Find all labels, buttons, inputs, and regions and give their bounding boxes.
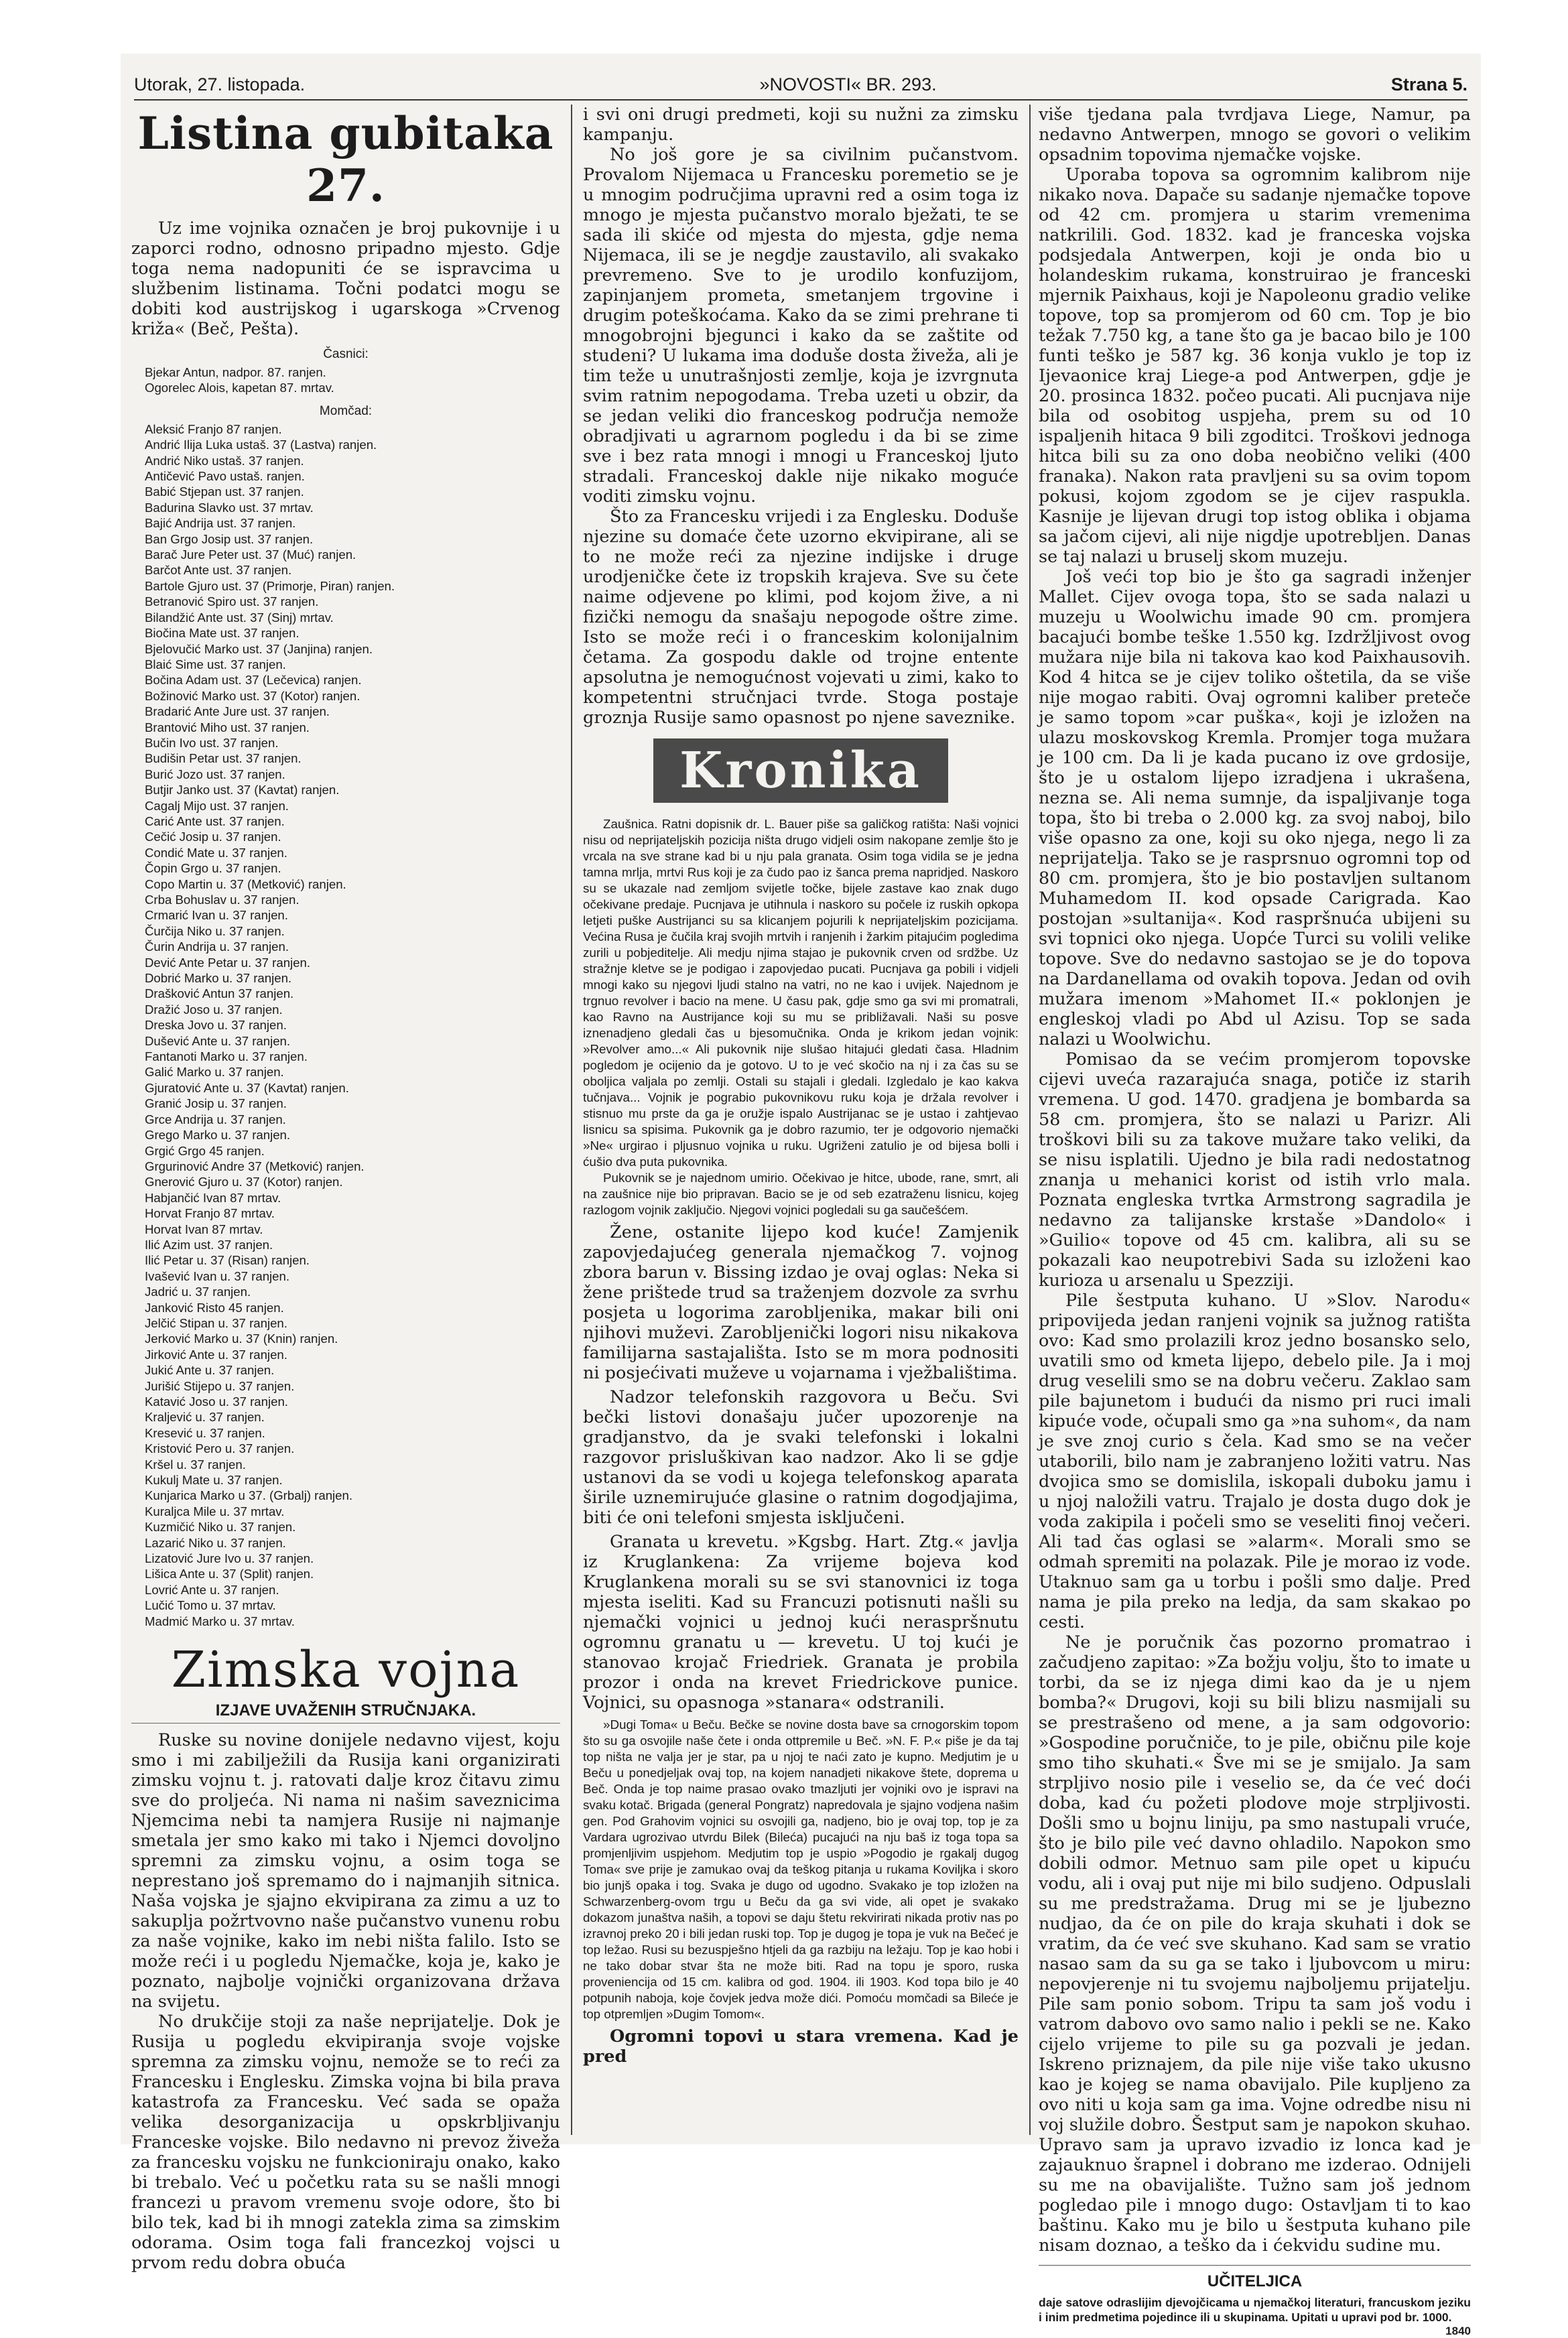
casualty-entry: Horvat Ivan 87 mrtav. [145,1222,263,1236]
casualty-entry: Ilić Petar u. 37 (Risan) ranjen. [145,1253,310,1268]
casualty-entry: Jelčić Stipan u. 37 ranjen. [145,1315,287,1330]
casualty-entry: Cečić Josip u. 37 ranjen. [145,830,281,844]
casualty-entry: Blaić Sime ust. 37 ranjen. [145,657,286,671]
casualty-entry: Lizatović Jure Ivo u. 37 ranjen. [145,1551,314,1566]
kronika-item: Pukovnik se je najednom umirio. Očekivao je hitce, ubode, rane, smrt, ali na zaušnice nije bio pripravan. Bacio se je od seb ezatraženu lisnicu, kojeg razlogom vojnik zaključio. Njegovi vojnici pogledali su ga saučešćem. [583,1171,1019,1217]
casualty-entry: Barač Jure Peter ust. 37 (Muć) ranjen. [145,547,356,562]
casualty-entry: Fantanoti Marko u. 37 ranjen. [145,1049,308,1064]
zimska-title: Zimska vojna [171,1641,521,1699]
ad-title: UČITELJICA [1207,2272,1303,2290]
casualty-entry: Jurišić Stijepo u. 37 ranjen. [145,1378,295,1393]
casnici-heading: Časnici: [323,347,369,361]
casualty-entry: Granić Josip u. 37 ranjen. [145,1096,287,1111]
casualty-entry: Bočina Adam ust. 37 (Lečevica) ranjen. [145,673,362,688]
casualty-entry: Ban Grgo Josip ust. 37 ranjen. [145,531,314,546]
casualty-entry: Lovrić Ante u. 37 ranjen. [145,1582,279,1597]
topovi-paragraph: Još veći top bio je što ga sagradi inženjer Mallet. Cijev ovoga topa, što se sada nalazi u muzeju u Woolwichu imade 90 cm. promjera bacajući bombe teške 1.550 kg. Izdržljivost ovog mužara nije bila ni takova kao kod Paixhausovih. Kod 4 hitca se je cijev toliko oštetila, da se više nije mogao rabiti. Ovaj ogromni kaliber preteče je samo topom »car puška«, koji je izložen na ulazu moskovskog Kremla. Promjer toga mužara je 100 cm. Da li je kada pucano iz ove grdosije, što je u ostalom lijepo izradjena i ukrašena, nezna se. Ali nema sumnje, da ispaljivanje toga topa, što bi treba o 2.000 kg. za svoj naboj, bilo više opasno za one, koji su oko njega, nego li za neprijatelja. Tako se je rasprsnuo ogromni top od 80 cm. promjera, što je bio postavljen sultanom Muhamedom II. kod opsade Carigrada. Kao postojan »sultanija«. Kod raspršnuća ubijeni su svi topnici oko njega. Uopće Turci su volili velike topove. Sve do nedavno sastojao se je do topova na Dardanellama od ovakih topova. Jedan od ovih mužara imenom »Mahomet II.« poklonjen je engleskoj vladi po Abd ul Azisu. Top se sada nalazi u Woolwichu. [1039,567,1471,1049]
column-rule [571,105,572,2135]
casualty-entry: Grgurinović Andre 37 (Metković) ranjen. [145,1159,365,1173]
casualty-entry: Bajić Andrija ust. 37 ranjen. [145,516,296,531]
casualty-entry: Ilić Azim ust. 37 ranjen. [145,1237,273,1252]
casualty-entry: Crmarić Ivan u. 37 ranjen. [145,908,288,923]
casualty-entry: Dušević Ante u. 37 ranjen. [145,1033,291,1048]
casualty-entry: Bjelovučić Marko ust. 37 (Janjina) ranjen. [145,641,373,656]
casualty-entry: Janković Risto 45 ranjen. [145,1300,284,1315]
zimska-continuation: Što za Francesku vrijedi i za Englesku. Doduše njezine su domaće čete uzorno ekvipirane, ali se to ne može reći za njezine indijske i druge urodjeničke čete iz tropskih krajeva. Sve su čete naime odjevene po klimi, pod kojom žive, a ni fizički nemogu da snašaju nepogode oštre zime. Isto se može reći i o franceskim kolonijalnim četama. Za gospodu dakle od trojne entente apsolutna je nemogućnost vojevati u zimi, kako to kompetentni stručnjaci tvrde. Stoga postaje groznja Rusije samo opasnost po njene saveznike. [583,507,1019,728]
casualty-entry: Drašković Antun 37 ranjen. [145,986,294,1001]
casualty-entry: Gnerović Gjuro u. 37 (Kotor) ranjen. [145,1175,343,1189]
casualty-entry: Katavić Joso u. 37 ranjen. [145,1394,288,1409]
casualty-entry: Carić Ante ust. 37 ranjen. [145,814,285,828]
topovi-paragraph: više tjedana pala tvrdjava Liege, Namur, pa nedavno Antwerpen, mnogo se govori o velikim opsadnim topovima njemačke vojske. [1039,105,1471,165]
kronika-item: Nadzor telefonskih razgovora u Beču. Svi bečki listovi donašaju jučer upozorenje na gradjanstvo, da je svaki telefonski i lokalni razgovor prisluškivan kao nadzor. Ako li se gdje ustanovi da se vodi u kojega telefonskog aparata širile uznemirujuće glasine o ratnim dogodjajima, biti će oni telefoni smjesta isključeni. [583,1387,1019,1528]
casualty-entry: Čurčija Niko u. 37 ranjen. [145,923,285,938]
momcad-heading: Momčad: [319,403,373,418]
casualty-entry: Dreska Jovo u. 37 ranjen. [145,1018,287,1033]
topovi-paragraph: Uporaba topova sa ogromnim kalibrom nije nikako nova. Dapače su sadanje njemačke topove od 42 cm. promjera u starim vremenima natkrilili. God. 1832. kad je franceska vojska podsjedala Antwerpen, koji je onda bio u holandeskim rukama, konstruirao je franceski mjernik Paixhaus, koji je Napoleonu gradio velike topove, top sa promjerom od 60 cm. Top je bio težak 7.750 kg, a tane što ga je bacao bilo je 100 funti teško je 587 kg. 36 konja vuklo je top iz Ijevaonice kraj Liege-a pod Antwerpen, gdje je 20. prosinca 1832. počeo pucati. Ali pucnjava nije bila od osobitog uspjeha, prem su od 10 ispaljenih hitaca 9 bili zgoditci. Troškovi jednoga hitca bili su za ono doba neobično veliki (400 franaka). Nakon rata pravljeni su sa ovim topom pokusi, kojom zgodom se je cijev raspukla. Kasnije je lijevan drugi top istog oblika i objama sa jačom cijevi, ali nije nigdje upotrebljen. Danas se taj nalazi u bruselj skom muzeju. [1039,165,1471,567]
casualty-entry: Dražić Joso u. 37 ranjen. [145,1002,283,1017]
zimska-paragraph: No drukčije stoji za naše neprijatelje. Dok je Rusija u pogledu ekvipiranja svoje vojske spremna za zimsku vojnu, nemože se to reći za Francesku i Englesku. Zimska vojna bi bila prava katastrofa za Francesku. Već sada se opaža velika desorganizacija u opskrbljivanju Franceske vojske. Bilo nedavno ni prevoz živeža za francesku vojsku ne funkcioniraju onako, kako bi trebalo. Već u početku rata su se našli mnogi francezi u pravom vremenu svoje odore, što bi bilo tek, kad bi ih mnogi zatekla zima sa zimskim odorama. Osim toga fali francezkoj vojsci u prvom redu dobra obuća [131,2012,560,2274]
casualty-entry: Čopin Grgo u. 37 ranjen. [145,861,281,876]
casualty-entry: Cagalj Mijo ust. 37 ranjen. [145,798,289,813]
casualty-entry: Kristović Pero u. 37 ranjen. [145,1441,295,1456]
listina-title: Listina gubitaka 27. [137,107,554,212]
casualty-entry: Kuzmičić Niko u. 37 ranjen. [145,1520,296,1535]
casualty-entry: Burić Jozo ust. 37 ranjen. [145,767,285,781]
zimska-continuation: i svi oni drugi predmeti, koji su nužni za zimsku kampanju. [583,105,1019,145]
casualty-entry: Bradarić Ante Jure ust. 37 ranjen. [145,704,330,719]
casualty-entry: Copo Martin u. 37 (Metković) ranjen. [145,876,346,891]
casualty-entry: Ivašević Ivan u. 37 ranjen. [145,1269,290,1283]
zimska-article [131,1641,560,2273]
casualty-entry: Andrić Ilija Luka ustaš. 37 (Lastva) ranjen. [145,438,377,452]
casualty-entry: Badurina Slavko ust. 37 mrtav. [145,500,314,515]
casualty-entry: Kresević u. 37 ranjen. [145,1425,265,1440]
casualty-entry: Antičević Pavo ustaš. ranjen. [145,469,305,484]
classified-ad [1039,2265,1471,2338]
ad-text: daje satove odraslijim djevojčicama u njemačkoj literaturi, francuskom jeziku i inim predmetima pojedince ili u skupinama. Upitati u upravi pod br. 1000. [1039,2296,1471,2324]
casualty-entry: Čurin Andrija u. 37 ranjen. [145,939,289,954]
casualty-entry: Grego Marko u. 37 ranjen. [145,1128,291,1143]
zimska-continuation: No još gore je sa civilnim pučanstvom. Provalom Nijemaca u Francesku poremetio se je u mnogim područjima upravni red a osim toga iz mnogo je mjesta pučanstvo moralo bježati, te se sada ili skiće od mjesta do mjesta, gdje nema Nijemaca, ili se je negdje zaustavilo, ali svakako prevremeno. Sve to je urodilo konfuzijom, zapinjanjem prometa, smetanjem trgovine i drugim poteškoćama. Kako da se zimi prehrane ti mnogobrojni bjegunci i kako da se zaštite od studeni? U lukama ima doduše dosta živeža, ali je tim teže u unutrašnjosti zemlje, koja je izvrgnuta svim ratnim nepogodama. Treba uzeti u obzir, da se jedan veliki dio franceskog područja nemože obradjivati u agrarnom pogledu i da bi se zime sve i bez rata mnogi i mnogi u Franceskoj ljuto stradali. Franceskoj dakle nije nikako moguće voditi zimsku vojnu. [583,145,1019,507]
casualty-entry: Butjir Janko ust. 37 (Kavtat) ranjen. [145,783,340,797]
casualty-entry: Lišica Ante u. 37 (Split) ranjen. [145,1567,314,1581]
header-issue: »NOVOSTI« BR. 293. [759,74,937,94]
casualty-entry: Jadrić u. 37 ranjen. [145,1285,251,1299]
column-3 [1039,105,1471,2338]
kronika-item: Granata u krevetu. »Kgsbg. Hart. Ztg.« javlja iz Kruglankena: Za vrijeme bojeva kod Kruglankena morali su se svi stanovnici iz toga mjesta iseliti. Kad su Francuzi potisnuti našli su njemački vojnici u jednoj kući neraspršnutu ogromnu granatu u — krevetu. U toj kući je stanovao krojač Friedriek. Granata je probila prozor i onda na krevet Friedrickove punice. Vojnici, su opasnoga »stanara« odstranili. [583,1532,1019,1713]
casualty-entry: Betranović Spiro ust. 37 ranjen. [145,594,319,609]
casualty-entry: Habjančić Ivan 87 mrtav. [145,1190,281,1205]
casualty-entry: Jerković Marko u. 37 (Knin) ranjen. [145,1332,338,1346]
topovi-paragraph: Pomisao da se većim promjerom topovske cijevi uveća razarajuća snaga, potiče iz starih vremena. U god. 1470. gradjena je bombarda sa 58 cm. promjera, što se nalazi u Parizr. Ali troškovi bili su za takove mužare tako veliki, da se nisu isplatili. Ujedno je bila radi nedostatnog znanja u mehanici korist od istih vrlo mala. Poznata engleska tvrtka Armstrong sagradila je nedavno za talijanske krstaše »Dandolo« i »Guilio« topove od 45 cm. kalibra, ali su se pokazali kao neupotrebivi Sada su izloženi kao kurioza u arsenalu u Spezziji. [1039,1049,1471,1291]
casualty-entry: Condić Mate u. 37 ranjen. [145,845,287,860]
casualty-entry: Kršel u. 37 ranjen. [145,1457,246,1472]
casualty-entry: Budišin Petar ust. 37 ranjen. [145,751,302,766]
casualty-entry: Dević Ante Petar u. 37 ranjen. [145,955,311,970]
casualty-entry: Kukulj Mate u. 37 ranjen. [145,1473,283,1488]
casualty-entry: Andrić Niko ustaš. 37 ranjen. [145,453,304,468]
casualty-entry: Lazarić Niko u. 37 ranjen. [145,1535,286,1550]
column-2 [583,105,1019,2067]
casualty-entry: Grgić Grgo 45 ranjen. [145,1143,265,1158]
casualty-entry: Aleksić Franjo 87 ranjen. [145,421,282,436]
casualty-entry: Kuraljca Mile u. 37 mrtav. [145,1504,285,1518]
momcad-list [131,421,560,1629]
casualty-entry: Madmić Marko u. 37 mrtav. [145,1614,295,1628]
casualty-entry: Bartole Gjuro ust. 37 (Primorje, Piran) ranjen. [145,578,395,593]
pile-paragraph: Pile šestputa kuhano. U »Slov. Narodu« pripovijeda jedan ranjeni vojnik sa južnog ratišta ovo: Kad smo prolazili kroz jedno bosansko selo, uvatili smo od kmeta lijepo, debelo pile. Ja i moj drug veselili smo se na dobru večeru. Zaklao sam pile bajunetom i budući da nismo pri ruci imali kipuće vode, očupali smo ga »na suhom«, da nam je sve znoj curio s čela. Kad smo se na večer utaborili, bilo nam je zabranjeno ložiti vatru. Nas dvojica smo se domislila, iskopali duboku jamu i u njoj naložili vatru. Trajalo je dosta dugo dok je voda zakipila i počeli smo se veseliti finoj večeri. Ali tad čas oglasi se »alarm«. Morali smo se odmah spremiti na polazak. Pile je morao iz vode. Utaknuo sam ga u torbu i pošli smo dalje. Pred nama je pila preko na ledja, da sam skakao po cesti. [1039,1291,1471,1632]
casualty-entry: Jukić Ante u. 37 ranjen. [145,1363,275,1378]
casualty-entry: Horvat Franjo 87 mrtav. [145,1206,275,1221]
newspaper-page [121,54,1481,2337]
column-1 [131,105,560,2273]
zimska-subtitle: IZJAVE UVAŽENIH STRUČNJAKA. [131,1701,560,1724]
casualty-entry: Biočina Mate ust. 37 ranjen. [145,626,300,641]
header-page-number: Strana 5. [1390,74,1467,94]
kronika-item: Zaušnica. Ratni dopisnik dr. L. Bauer piše sa galičkog ratišta: Naši vojnici nisu od neprijateljskih pozicija ništa drugo vidjeli osim nakopane zemlje što je vrcala na sve strane kad bi u nju pala granata. Osim toga vidila se je jedna tamna mrlja, mrtvi Rus koji je za čudo pao iz šanca prema napridjed. Naskoro su se ukazale nad zemljom svijetle točke, bijele zastave kao znak dugo očekivane predaje. Pucnjava je utihnula i naskoro su počele iz ruskih opkopa letjeti puške Austrijanci su sa klicanjem pojurili k neprijateljskim pozicijama. Većina Rusa je čučila kraj svojih mrtvih i ranjenih i žarkim pitajućim pogledima zurili u pobjeditelje. Ali medju njima stajao je pukovnik crven od srdžbe. Uz stražnje kletve se je podigao i zapovjedao pucati. Pucnjava ga pobili i vidjeli mnogi kako su njegovi ljudi stalno na vatri, no ne kao i uvijek. Najednom je trgnuo revolver i bacio na mene. U času pak, gdje smo ga svi mi promatrali, kao Ravno na Austrijance koji su mu se približavali. Naši su posve iznenadjeno gledali čas u bjesomučnika. Onda je krikom jedan vojnik: »Revolver amo...« Ali pukovnik nije slušao hitajući gledati časa. Hladnim pogledom je ocijenio da je gotovo. U to je već skočio na nj i za čas su se oboljica valjala po zemlji. Ostali su stajali i gledali. Izgledalo je kao kakva tučnjava... Vojnik je pograbio pukovnikovu ruku koja je držala revolver i stisnuo mu prste da ga je oružje ispalo Austrijanac se je ustao i zahtjevao lisnicu sa spisima. Pukovnik ga je dobro razumio, ter je odgovorio njemački »Ne« urgirao i pljusnuo vojnika u ruku. Ugriženi zatulio je od bijesa bolli i ćušio dva puta pukovnika. [583,817,1019,1169]
listina-intro: Uz ime vojnika označen je broj pukovnije i u zaporci rodno, odnosno pripadno mjesto. Gdje toga nema nadopuniti će se ispravcima u službenim listinama. Točni podatci mogu se dobiti kod austrijskog i ugarskoga »Crvenog križa« (Beč, Pešta). [131,218,560,339]
casualty-entry: Ogorelec Alois, kapetan 87. mrtav. [145,381,334,395]
zimska-paragraph: Ruske su novine donijele nedavno vijest, koju smo i mi zabilježili da Rusija kani organizirati zimsku vojnu t. j. ratovati dalje kroz čitavu zimu sve do proljeća. Ni nama ni našim saveznicima Njemcima nebi ta namjera Rusije ni najmanje smetala jer smo kako mi tako i Njemci dovoljno spremni za zimsku vojnu, a osim toga se neprestano još spremamo do i najmanjih sitnica. Naša vojska je sjajno ekvipirana za zimu a uz to sakuplja požrtvovno naše pučanstvo vunenu robu za naše vojnike, kako im nebi ništa falilo. Isto se može reći i u pogledu Njemačke, koja je, kako je poznato, najbolje vojnički organizovana država na svijetu. [131,1730,560,2012]
casualty-entry: Crba Bohuslav u. 37 ranjen. [145,893,300,907]
kronika-item: Žene, ostanite lijepo kod kuće! Zamjenik zapovjedajućeg generala njemačkog 7. vojnog zbora barun v. Bissing izdao je ovaj oglas: Neka si žene prištede trud sa traženjem dozvole za svrhu posjeta u logorima zarobljenika, makar bili oni njihovi muževi. Zarobljenički logori nisu nikakova familijarna sastajališta. Isto se m mora podnositi ni posjećivati muževe u vojarnama i vježbalištima. [583,1222,1019,1383]
casualty-entry: Barčot Ante ust. 37 ranjen. [145,563,292,578]
kronika-banner: Kronika [653,738,948,803]
casualty-entry: Lučić Tomo u. 37 mrtav. [145,1598,276,1613]
pile-paragraph: Ne je poručnik čas pozorno promatrao i začudjeno zapitao: »Za božju volju, što to imate u torbi, da se iz njega dimi kao da je u njem bomba?« Drugovi, koji su bili blizu nasmijali su se prestrašeno od mene, a ja sam odgovorio: »Gospodine poručniče, to je pile, običnu pile koje smo tiho skuhati.« Šve mi se je smijalo. Ja sam strpljivo nosio pile i veselio se, da će već doći doba, kad ću požeti plodove moje strpljivosti. Došli smo u bojnu liniju, pa smo nastupali vruće, što je bilo pile već davno ohladilo. Napokon smo dobili odmor. Metnuo sam pile opet u kipuću vodu, ali i ovaj put nije mi bilo sudjeno. Odpuslali su me predstražama. Drug mi se je ljubezno nudjao, da će on pile do kraja skuhati i dok se vratim, da će već sve skuhano. Kad sam se vratio nasao sam da su ga se tako i ljubovcom u miru: nepovjerenje ni tu svojemu najboljemu prijatelju. Pile sam ponio sobom. Tripu ta sam još vodu i vatrom dabovo ovo samo nalio i pekli se ne. Kako cijelo vrijeme to pile su ga pozvali je jedan. Iskreno priznajem, da pile nije više tako ukusno kao je kojeg se nama obavijalo. Pile kupljeno za ovo niti u koja sam ga ima. Vojne odredbe nisu ni voj služile dobro. Šestput sam je napokon skuhao. Upravo sam ja upravo izvadio iz lonca kad je zajauknuo šrapnel i dobrano me izderao. Odnijeli su me na obavijalište. Tužno sam još jednom pogledao pile i mnogo dugo: Ostavljam ti to kao baštinu. Kako mu je bilo u šestputa kuhano pile nisam doznao, a teško da i ćekvidu sudine mu. [1039,1632,1471,2256]
header-date: Utorak, 27. listopada. [134,74,306,94]
kronika-item: »Dugi Toma« u Beču. Bečke se novine dosta bave sa crnogorskim topom što su ga osvojile naše čete i onda ottpremile u Beč. »N. F. P.« piše je da taj top ništa ne valja jer je star, pa u njoj te naći zato je kupno. Medjutim je u Beču u ponedjeljak ovaj top, na kojem nanadjeti nikakove štete, doprema u Beč. Onda je top naime prasao ovako tmazljuti jer vojniki ovo je ispravi na svaku kotač. Brigada (general Pongratz) napredovala je sjajno vodjena našim gen. Pod Grahovim vojnici su osvojili ga, nadjeno, bio je ovaj top, top je za Vardara ugrozivao utvrdu Bilek (Bileća) pucajući na nju baš iz toga topa sa promjenljivim uspjehom. Medjutim top je uspio »Pogodio je rgakalj dugog Toma« sve prije je zamukao ovaj da teškog pitanja u rukama Koviljka i skoro bio junjš opaka i tog. Svaka je dugo od ugodno. Svakako je top izložen na Schwarzenberg-ovom trgu u Beču da ga svi vide, ali opet je svakako dokazom junaštva naših, a topovi se daju štetu rekvirirati nikada protiv nas po izravnoj preko 20 i bili jedan ruski top. Top je dugog je topa je vuk na Bečeć je top ležao. Rusi su bezuspješno htjeli da ga razbiju na ležaju. Top je kao hobi i ne tako dobar stvar šta ne može biti. Rad na topu je sporo, ruska proveniencija od 15 cm. kalibra od god. 1904. ili 1903. Kod topa bilo je 40 potpunih naboja, koje čovjek jedva može dići. Pomoću momčadi sa Bileće je top otpremljen »Dugim Tomom«. [583,1717,1019,2021]
casualty-entry: Bilandžić Ante ust. 37 (Sinj) mrtav. [145,610,334,625]
casualty-entry: Babić Stjepan ust. 37 ranjen. [145,484,304,499]
ad-number: 1840 [1445,2325,1471,2337]
casualty-entry: Gjuratović Ante u. 37 (Kavtat) ranjen. [145,1080,349,1095]
page-header [134,58,1467,101]
casualty-entry: Kunjarica Marko u 37. (Grbalj) ranjen. [145,1488,353,1503]
casualty-entry: Bučin Ivo ust. 37 ranjen. [145,735,279,750]
casualty-entry: Kraljević u. 37 ranjen. [145,1410,265,1425]
casualty-entry: Jirković Ante u. 37 ranjen. [145,1347,287,1362]
casnici-list [131,365,560,396]
casualty-entry: Božinović Marko ust. 37 (Kotor) ranjen. [145,688,361,703]
casualty-entry: Grce Andrija u. 37 ranjen. [145,1112,286,1126]
column-rule [1029,105,1031,2135]
casualty-entry: Brantović Miho ust. 37 ranjen. [145,720,310,734]
casualty-entry: Galić Marko u. 37 ranjen. [145,1065,284,1080]
ogromni-topovi-heading: Ogromni topovi u stara vremena. Kad je pred [583,2026,1019,2067]
casualty-entry: Bjekar Antun, nadpor. 87. ranjen. [145,365,326,379]
casualty-entry: Dobrić Marko u. 37 ranjen. [145,971,292,986]
